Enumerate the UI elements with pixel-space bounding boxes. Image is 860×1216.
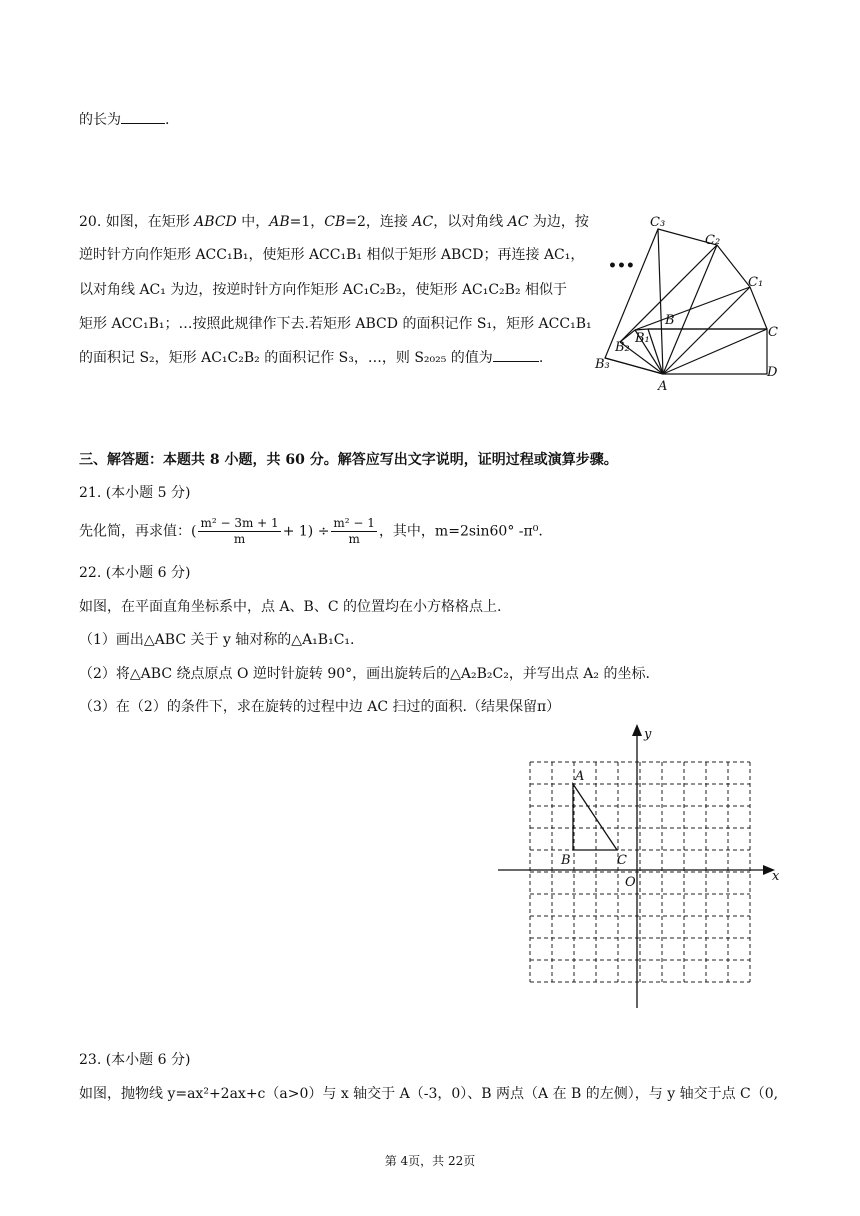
point-a-label: A [575, 769, 585, 784]
page-footer: 第 4页，共 22页 [384, 1154, 476, 1168]
label-a: A [658, 379, 668, 392]
frac1-num: m² − 3m + 1 [200, 516, 279, 530]
label-d: D [767, 365, 778, 380]
label-c3: C₃ [650, 215, 666, 230]
q23-title: 23. (本小题 6 分) [79, 1052, 191, 1068]
point-b-label: B [561, 853, 571, 868]
q19-tail-end: . [165, 112, 170, 128]
label-b: B [665, 313, 675, 328]
label-b2: B₂ [615, 340, 630, 355]
q21-suffix: ，其中，m=2sin60° -π⁰. [378, 523, 543, 540]
q19-tail-text: 的长为 [79, 112, 121, 128]
q20-line2: 逆时针方向作矩形 ACC₁B₁，使矩形 ACC₁B₁ 相似于矩形 ABCD；再连接 AC₁， [79, 247, 585, 263]
section3-heading: 三、解答题：本题共 8 小题，共 60 分。解答应写出文字说明，证明过程或演算步骤。 [79, 452, 618, 468]
ellipsis-dots: ••• [608, 258, 635, 274]
frac2-num: m² − 1 [333, 516, 375, 530]
q20-line5-text: 的面积记 S₂，矩形 AC₁C₂B₂ 的面积记作 S₃，…，则 S₂₀₂₅ 的值为 [79, 350, 493, 366]
y-axis-arrow [632, 724, 642, 736]
label-c: C [768, 325, 778, 340]
q20-line5 [79, 348, 543, 368]
q23-text: 如图，抛物线 y=ax²+2ax+c（a>0）与 x 轴交于 A（-3，0）、B 两点（A 在 B 的左侧），与 y 轴交于点 C（0, [79, 1086, 779, 1102]
y-axis-label: y [644, 727, 652, 742]
dashed-grid [530, 762, 750, 982]
q22-part2: （2）将△ABC 绕点原点 O 逆时针旋转 90°，画出旋转后的△A₂B₂C₂，并写出点 A₂ 的坐标. [79, 666, 650, 682]
triangle-abc [573, 784, 617, 850]
q19-tail [79, 110, 169, 130]
label-c2: C₂ [705, 233, 721, 248]
q21-frac1 [198, 516, 280, 547]
point-c-label: C [617, 853, 627, 868]
q22-part3: （3）在（2）的条件下，求在旋转的过程中边 AC 扫过的面积.（结果保留π） [79, 699, 561, 715]
q20-end: . [538, 350, 544, 366]
x-axis-label: x [772, 869, 780, 884]
origin-label: O [625, 875, 636, 890]
frac2-den: m [348, 532, 360, 546]
label-c1: C₁ [748, 275, 764, 290]
q20-line3: 以对角线 AC₁ 为边，按逆时针方向作矩形 AC₁C₂B₂，使矩形 AC₁C₂B₂ 相似于 [79, 282, 568, 298]
q22-title: 22. (本小题 6 分) [79, 565, 191, 581]
q22-intro: 如图，在平面直角坐标系中，点 A、B、C 的位置均在小方格格点上. [79, 599, 502, 615]
q20-line4: 矩形 ACC₁B₁；…按照此规律作下去.若矩形 ABCD 的面积记作 S₁，矩形 ACC₁B₁ [79, 316, 592, 332]
frac1-den: m [233, 532, 246, 546]
q21-prefix: 先化简，再求值： [79, 523, 191, 540]
label-b3: B₃ [595, 357, 610, 372]
label-b1: B₁ [635, 331, 650, 346]
q21-body: 先化简，再求值：( $\frac{\text{m² − 3m + 1}}{m}$ + 1) ÷ $\frac{\text{m² − 1}}{m}$ ，其中，m=2sin60° -π⁰. [79, 516, 543, 546]
q20-figure [590, 212, 790, 392]
q20-line1: 20. 如图，在矩形 ABCD 中，AB=1，CB=2，连接 AC，以对角线 AC 为边，按 [79, 214, 589, 230]
answer-blank[interactable] [121, 111, 165, 124]
answer-blank[interactable] [493, 349, 539, 362]
q21-frac2 [331, 516, 377, 547]
q21-plus-one: + 1) ÷ [282, 523, 330, 540]
q22-grid-figure [495, 722, 785, 1012]
q20-line1-text: 20. 如图，在矩形 [79, 214, 195, 230]
q21-title: 21. (本小题 5 分) [79, 485, 191, 501]
q22-part1: （1）画出△ABC 关于 y 轴对称的△A₁B₁C₁. [79, 632, 355, 648]
